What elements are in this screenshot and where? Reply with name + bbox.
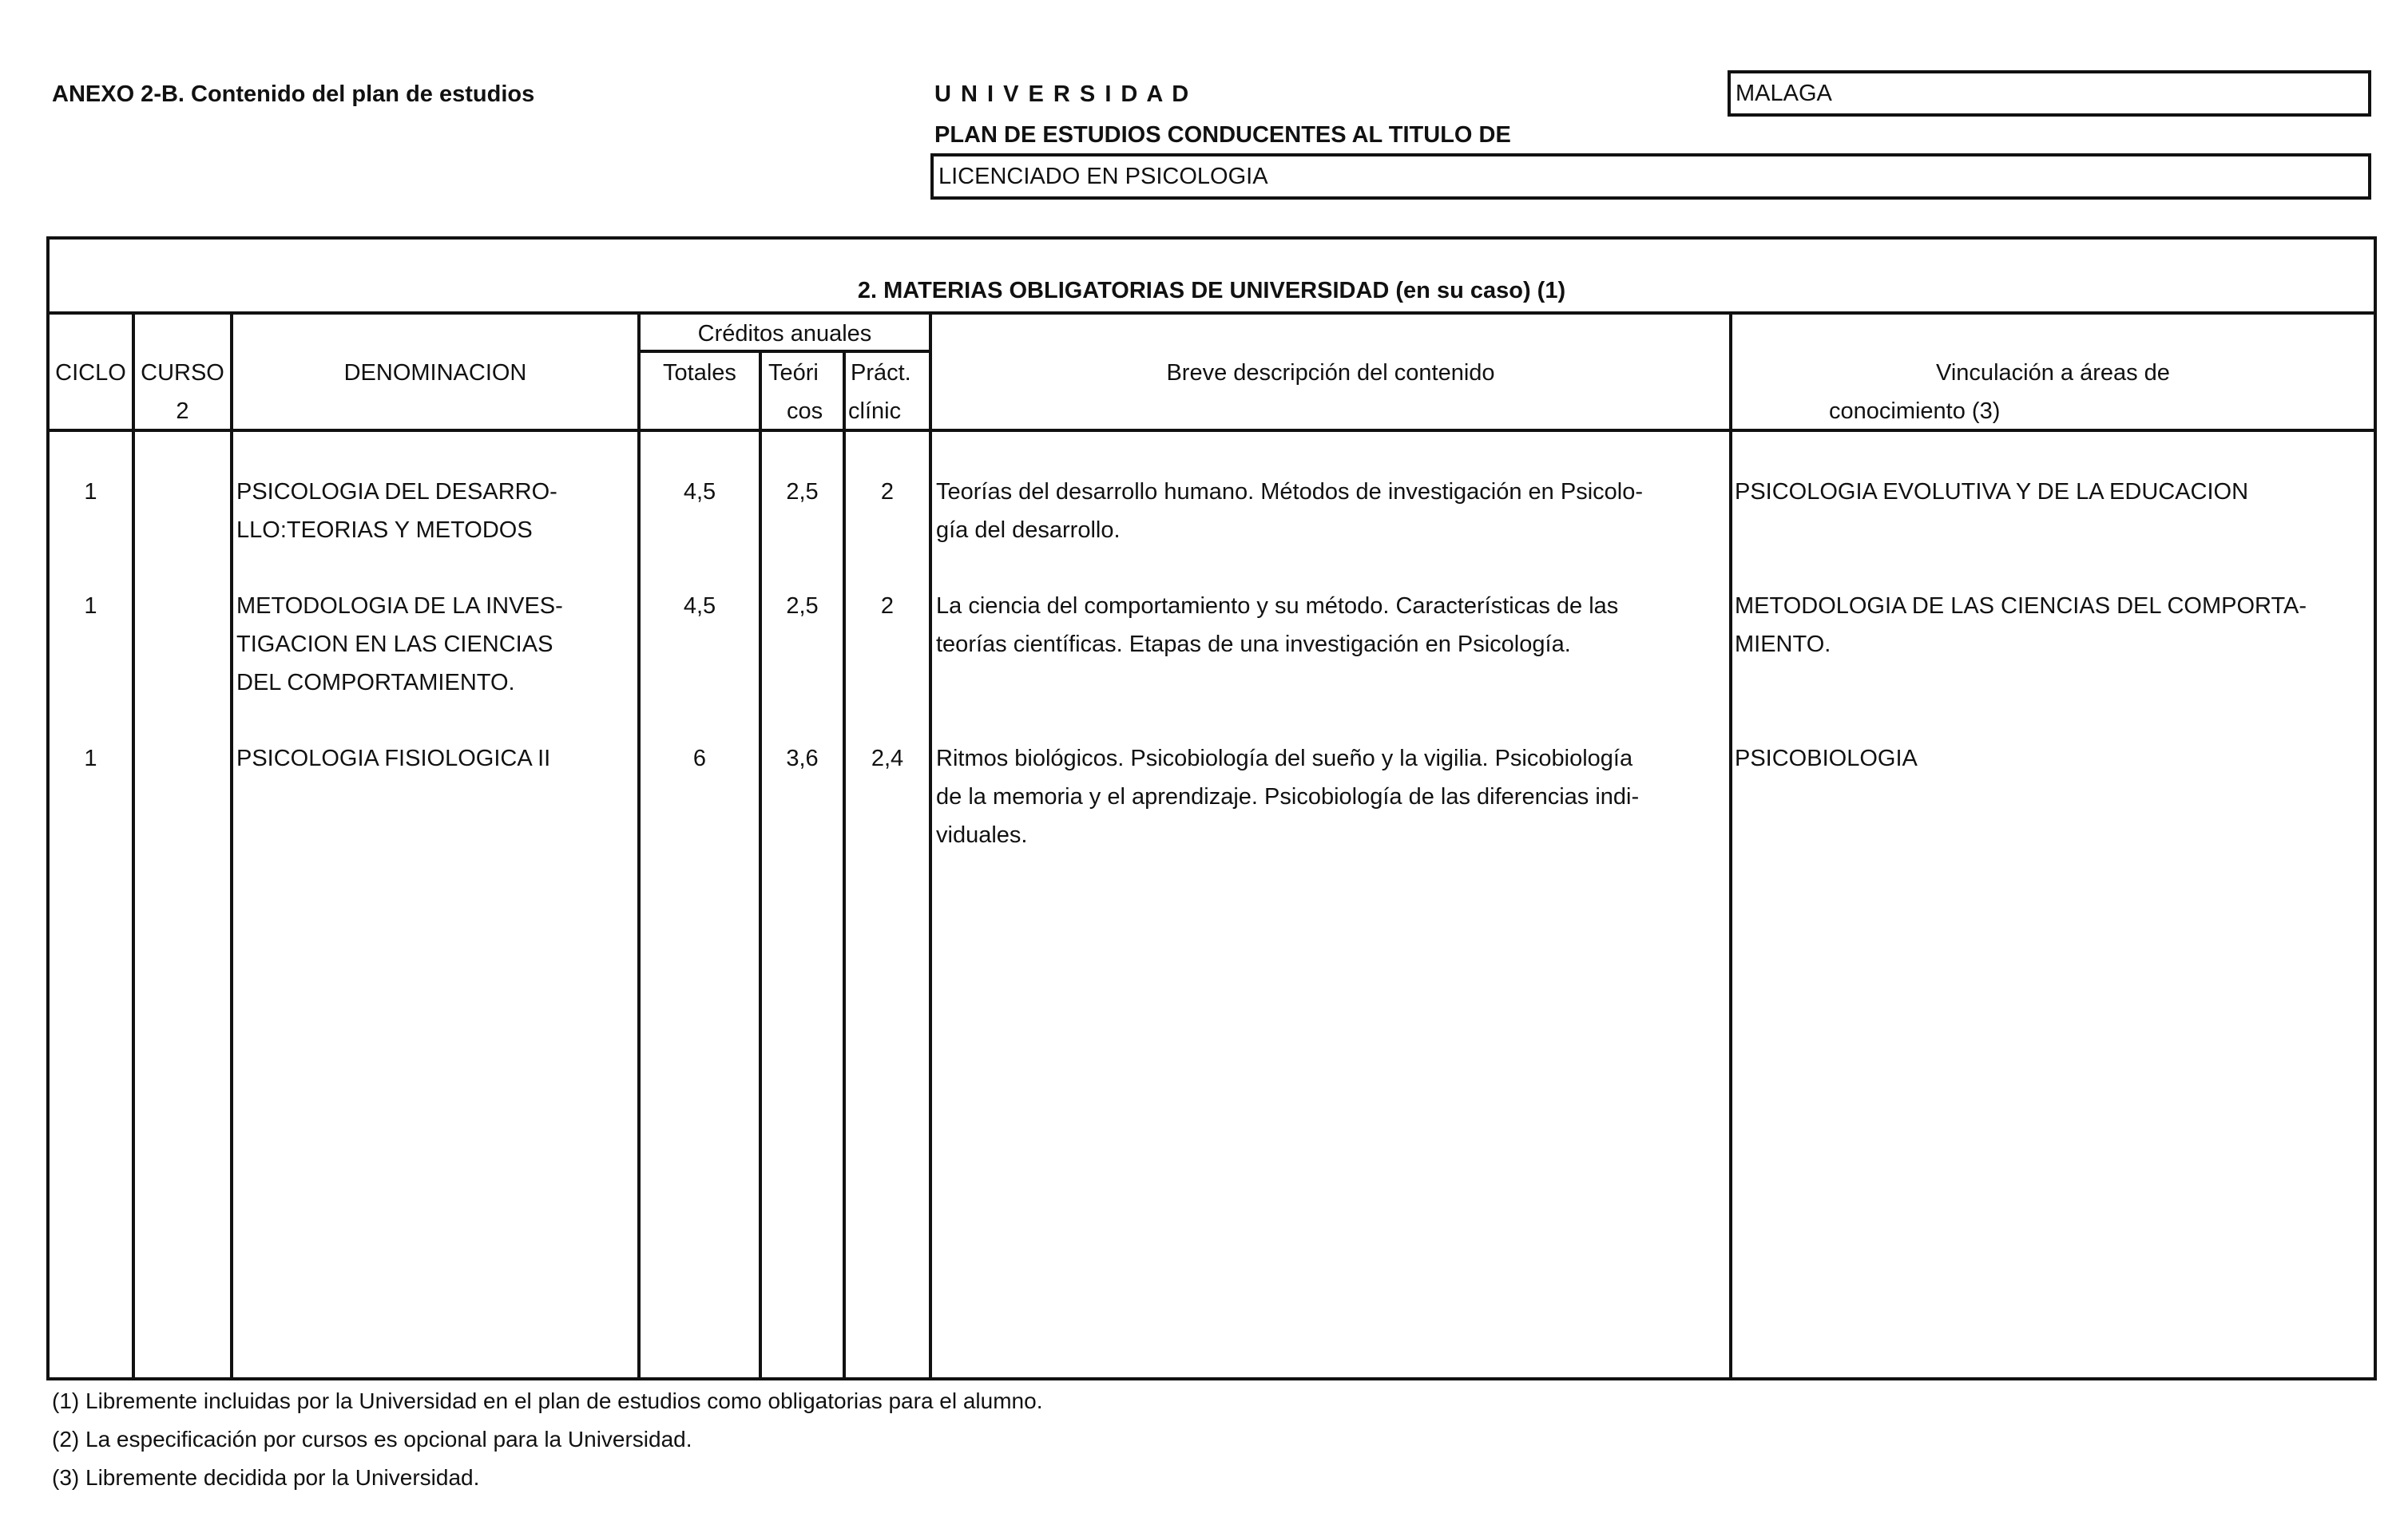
row-totales: 6 bbox=[692, 746, 707, 771]
plan-label: PLAN DE ESTUDIOS CONDUCENTES AL TITULO DE bbox=[934, 122, 1511, 148]
row-ciclo: 1 bbox=[84, 746, 97, 771]
header-ciclo: CICLO bbox=[55, 360, 126, 386]
row-vinculacion: PSICOBIOLOGIA bbox=[1735, 746, 1918, 771]
footnote-3: (3) Libremente decidida por la Universidad. bbox=[52, 1465, 480, 1490]
row-practicos: 2 bbox=[880, 479, 895, 505]
row-ciclo: 1 bbox=[84, 593, 97, 619]
row-ciclo: 1 bbox=[84, 479, 97, 505]
table-border-left bbox=[46, 236, 50, 1380]
row-denominacion: METODOLOGIA DE LA INVES- TIGACION EN LAS CIENCIAS DEL COMPORTAMIENTO. bbox=[236, 593, 563, 695]
row-practicos: 2 bbox=[880, 593, 895, 619]
header-totales: Totales bbox=[663, 360, 736, 386]
degree-field bbox=[930, 153, 2371, 200]
row-denominacion: PSICOLOGIA DEL DESARRO- LLO:TEORIAS Y METODOS bbox=[236, 479, 557, 543]
header-vinculacion-1: Vinculación a áreas de bbox=[1936, 360, 2170, 386]
header-curso: CURSO bbox=[141, 360, 224, 386]
header-curso-note: 2 bbox=[176, 398, 189, 424]
row-teoricos: 2,5 bbox=[786, 593, 819, 619]
table-border-right bbox=[2374, 236, 2377, 1380]
row-vinculacion: PSICOLOGIA EVOLUTIVA Y DE LA EDUCACION bbox=[1735, 479, 2249, 505]
row-descripcion: Ritmos biológicos. Psicobiología del sueño y la vigilia. Psicobiología de la memoria y el aprendizaje. Psicobiología de las diferencias indi- viduales. bbox=[936, 746, 1640, 848]
row-totales: 4,5 bbox=[683, 593, 716, 619]
footnote-2: (2) La especificación por cursos es opcional para la Universidad. bbox=[52, 1427, 692, 1452]
title-divider bbox=[46, 311, 2377, 315]
header-practicos-2: clínic bbox=[848, 398, 902, 424]
header-practicos-1: Práct. bbox=[851, 360, 911, 386]
row-totales: 4,5 bbox=[683, 479, 716, 505]
footnote-1: (1) Libremente incluidas por la Universidad en el plan de estudios como obligatorias para el alumno. bbox=[52, 1388, 1043, 1413]
col-divider-descripcion bbox=[1729, 311, 1732, 1380]
row-vinculacion: METODOLOGIA DE LAS CIENCIAS DEL COMPORTA- MIENTO. bbox=[1735, 593, 2307, 657]
col-divider-ciclo bbox=[132, 311, 135, 1380]
header-teoricos-2: cos bbox=[787, 398, 823, 424]
header-descripcion: Breve descripción del contenido bbox=[1166, 360, 1495, 386]
col-divider-curso bbox=[230, 311, 233, 1380]
col-divider-practicos bbox=[929, 311, 932, 1380]
degree-value: LICENCIADO EN PSICOLOGIA bbox=[938, 163, 1268, 189]
row-descripcion: Teorías del desarrollo humano. Métodos de investigación en Psicolo- gía del desarrollo. bbox=[936, 479, 1643, 543]
row-teoricos: 2,5 bbox=[786, 479, 819, 505]
row-denominacion: PSICOLOGIA FISIOLOGICA II bbox=[236, 746, 551, 771]
table-border-top bbox=[46, 236, 2377, 240]
university-value: MALAGA bbox=[1736, 80, 1832, 106]
row-teoricos: 3,6 bbox=[786, 746, 819, 771]
table-title: 2. MATERIAS OBLIGATORIAS DE UNIVERSIDAD (en su caso) (1) bbox=[857, 278, 1566, 303]
header-denominacion: DENOMINACION bbox=[343, 360, 527, 386]
row-descripcion: La ciencia del comportamiento y su método. Características de las teorías científicas. Etapas de una investigación en Psicología. bbox=[936, 593, 1619, 657]
col-divider-denominacion bbox=[637, 311, 641, 1380]
university-label: U N I V E R S I D A D bbox=[934, 81, 1191, 107]
header-creditos-anuales: Créditos anuales bbox=[697, 321, 872, 347]
header-teoricos-1: Teóri bbox=[768, 360, 819, 386]
university-field bbox=[1728, 70, 2371, 117]
header-vinculacion-2: conocimiento (3) bbox=[1829, 398, 2001, 424]
table-border-bottom bbox=[46, 1377, 2377, 1380]
row-practicos: 2,4 bbox=[871, 746, 904, 771]
annex-title: ANEXO 2-B. Contenido del plan de estudios bbox=[52, 81, 535, 107]
